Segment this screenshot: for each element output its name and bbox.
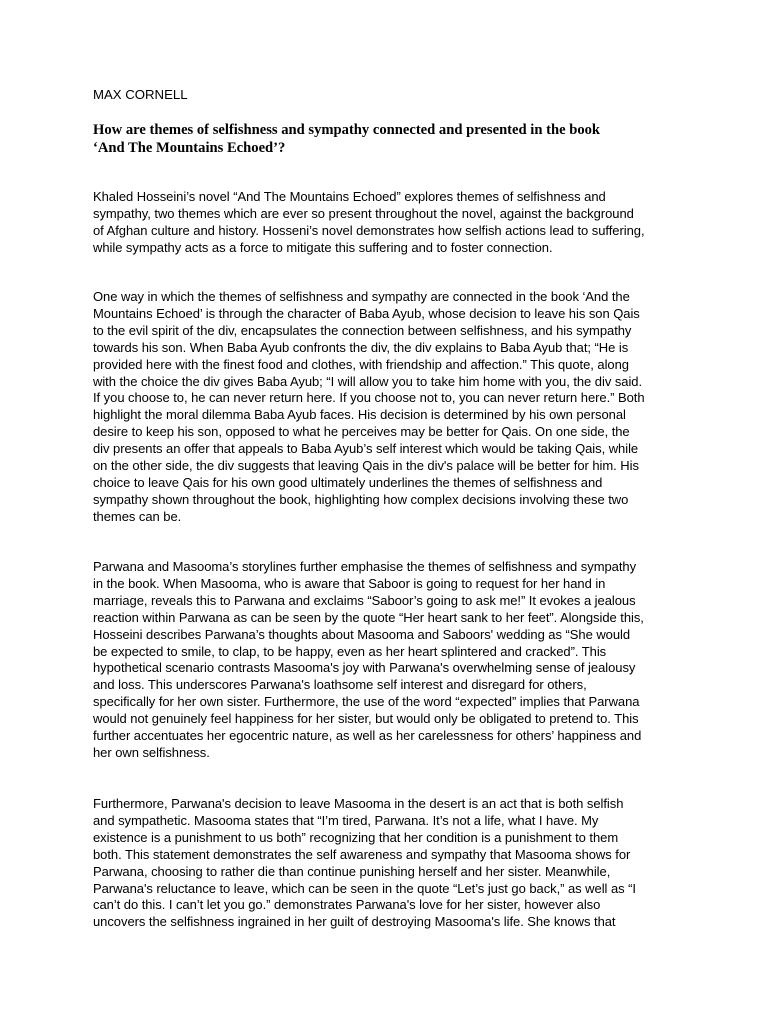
paragraph-line: and loss. This underscores Parwana's loathsome self interest and disregard for others, bbox=[93, 677, 587, 693]
paragraph-line: of Afghan culture and history. Hosseni’s novel demonstrates how selfish actions lead to suffering, bbox=[93, 222, 645, 238]
paragraph-line: Parwana and Masooma’s storylines further emphasise the themes of selfishness and sympathy bbox=[93, 559, 637, 574]
paragraph-line: One way in which the themes of selfishness and sympathy are connected in the book ‘And the bbox=[93, 289, 630, 304]
paragraph-line: Furthermore, Parwana's decision to leave Masooma in the desert is an act that is both selfish bbox=[93, 796, 624, 811]
paragraph-line: towards his son. When Baba Ayub confronts the div, the div explains to Baba Ayub that; “He is bbox=[93, 339, 629, 355]
essay-title-line: ‘And The Mountains Echoed’? bbox=[93, 139, 286, 156]
paragraph-line: in the book. When Masooma, who is aware that Saboor is going to request for her hand in bbox=[93, 575, 606, 591]
paragraph-line: If you choose to, he can never return here. If you choose not to, you can never return here.” Both bbox=[93, 390, 645, 406]
paragraph-line: both. This statement demonstrates the self awareness and sympathy that Masooma shows for bbox=[93, 846, 631, 862]
paragraph-line: and sympathetic. Masooma states that “I’m tired, Parwana. It’s not a life, what I have. My bbox=[93, 812, 599, 828]
paragraph-line: with the choice the div gives Baba Ayub; “I will allow you to take him home with you, the div said. bbox=[93, 373, 643, 389]
paragraph-line: to the evil spirit of the div, encapsulates the connection between selfishness, and his sympathy bbox=[93, 322, 632, 338]
paragraph-line: uncovers the selfishness ingrained in her guilt of destroying Masooma's life. She knows that bbox=[93, 914, 616, 930]
paragraph-line: choice to leave Qais for his own good ultimately underlines the themes of selfishness and bbox=[93, 474, 603, 490]
paragraph-line: Hosseini describes Parwana’s thoughts about Masooma and Saboors' wedding as “She would bbox=[93, 626, 631, 642]
paragraph-line: div presents an offer that appeals to Baba Ayub’s self interest which would be taking Qais, while bbox=[93, 441, 639, 457]
paragraph-line: Khaled Hosseini’s novel “And The Mountains Echoed” explores themes of selfishness and bbox=[93, 189, 606, 204]
paragraph-line: her own selfishness. bbox=[93, 744, 210, 760]
paragraph-line: Mountains Echoed’ is through the character of Baba Ayub, whose decision to leave his son Qais bbox=[93, 305, 640, 321]
paragraph-line: specifically for her own sister. Furthermore, the use of the word “expected” implies that Parwana bbox=[93, 694, 640, 710]
paragraph-line: sympathy, two themes which are ever so present throughout the novel, against the background bbox=[93, 205, 634, 221]
paragraph-line: themes can be. bbox=[93, 508, 182, 524]
paragraph-line: hypothetical scenario contrasts Masooma's joy with Parwana's overwhelming sense of jealousy bbox=[93, 660, 636, 676]
paragraph-line: marriage, reveals this to Parwana and exclaims “Saboor’s going to ask me!” It evokes a jealous bbox=[93, 592, 636, 608]
paragraph-line: while sympathy acts as a force to mitigate this suffering and to foster connection. bbox=[93, 239, 553, 255]
paragraph-line: be expected to smile, to clap, to be happy, even as her heart splintered and cracked”. This bbox=[93, 643, 607, 659]
paragraph-line: provided here with the finest food and clothes, with friendship and affection.” This quote, along bbox=[93, 356, 629, 372]
paragraph-line: Parwana, choosing to rather die than continue punishing herself and her sister. Meanwhile, bbox=[93, 863, 611, 879]
essay-title-line: How are themes of selfishness and sympathy connected and presented in the book bbox=[93, 122, 601, 138]
paragraph-intro bbox=[93, 189, 683, 257]
paragraph-line: would not genuinely feel happiness for her sister, but would only be obligated to pretend to. This bbox=[93, 711, 639, 727]
paragraph-baba-ayub bbox=[93, 289, 683, 526]
paragraph-desert-decision bbox=[93, 796, 683, 931]
paragraph-line: highlight the moral dilemma Baba Ayub faces. His decision is determined by his own personal bbox=[93, 407, 626, 423]
paragraph-line: on the other side, the div suggests that leaving Qais in the div's palace will be better for him. His bbox=[93, 458, 639, 474]
author-name: MAX CORNELL bbox=[93, 87, 188, 102]
paragraph-line: reaction within Parwana as can be seen by the quote “Her heart sank to her feet”. Alongside this, bbox=[93, 609, 644, 625]
essay-title bbox=[93, 122, 673, 157]
paragraph-line: sympathy shown throughout the book, highlighting how complex decisions involving these two bbox=[93, 491, 629, 507]
paragraph-line: existence is a punishment to us both” recognizing that her condition is a punishment to them bbox=[93, 829, 619, 845]
paragraph-line: further accentuates her egocentric nature, as well as her carelessness for others’ happiness and bbox=[93, 728, 642, 744]
paragraph-line: Parwana's reluctance to leave, which can be seen in the quote “Let’s just go back,” as well as “I bbox=[93, 880, 636, 896]
paragraph-parwana-masooma bbox=[93, 559, 683, 762]
paragraph-line: desire to keep his son, opposed to what he perceives may be better for Qais. On one side, the bbox=[93, 424, 630, 440]
paragraph-line: can’t do this. I can’t let you go.” demonstrates Parwana's love for her sister, however also bbox=[93, 897, 601, 913]
